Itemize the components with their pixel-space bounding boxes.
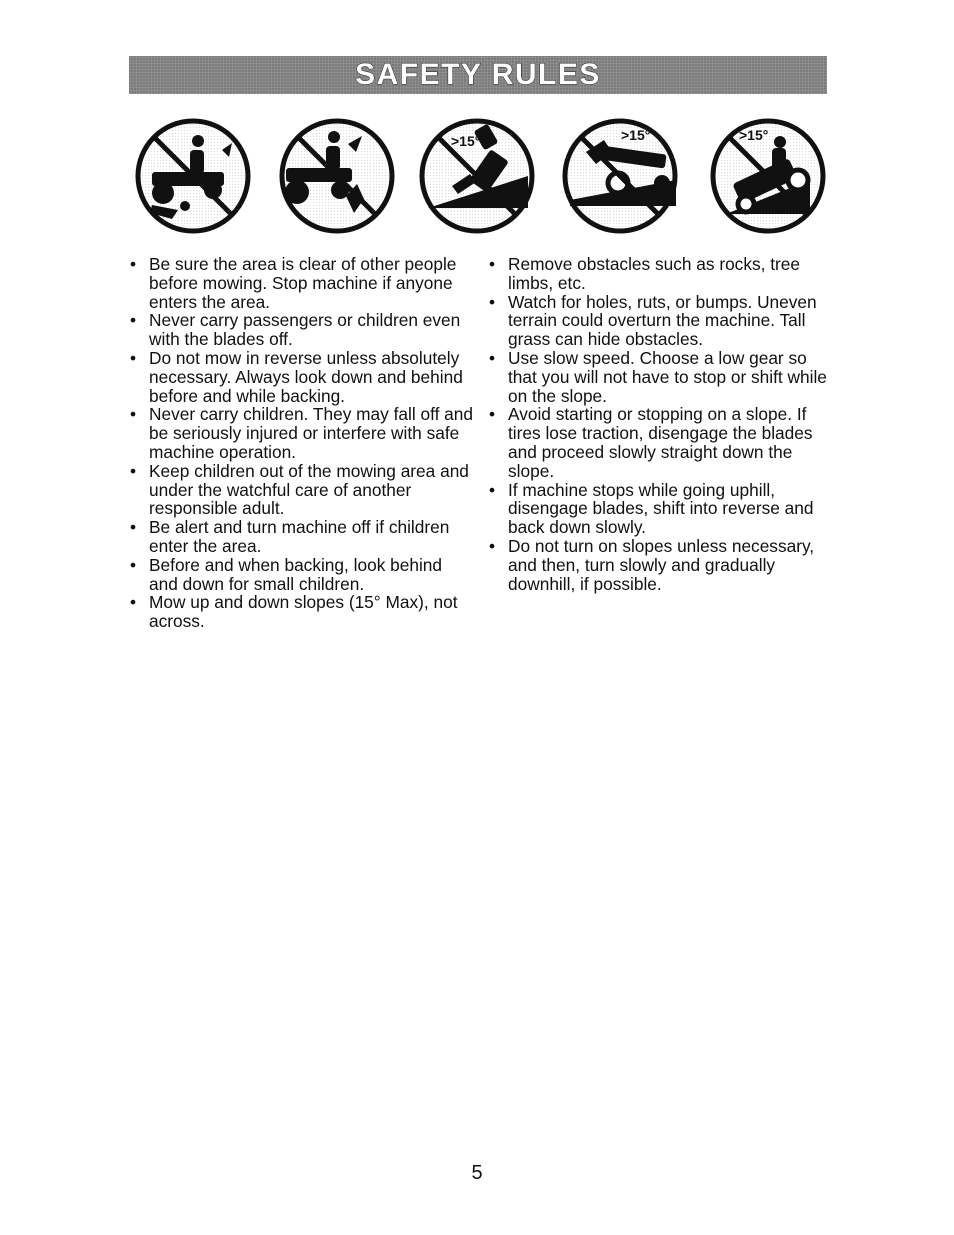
no-children-icon bbox=[138, 121, 248, 231]
rule-item: • Do not mow in reverse unless absolutely necessary. Always look down and behind before and while backing. bbox=[130, 349, 475, 405]
rule-item: • Keep children out of the mowing area and under the watchful care of another responsible adult. bbox=[130, 462, 475, 518]
rule-item: • Be sure the area is clear of other people before mowing. Stop machine if anyone enters the area. bbox=[130, 255, 475, 311]
rule-item: • Do not turn on slopes unless necessary, and then, turn slowly and gradually downhill, if possible. bbox=[489, 537, 834, 593]
rule-item: • Watch for holes, ruts, or bumps. Uneven terrain could overturn the machine. Tall grass can hide obstacles. bbox=[489, 293, 834, 349]
rule-item: • Before and when backing, look behind and down for small children. bbox=[130, 556, 475, 594]
no-steep-slope-icon bbox=[422, 121, 532, 231]
page-number: 5 bbox=[471, 1162, 483, 1184]
no-rollover-uphill-icon bbox=[565, 121, 676, 231]
right-rules-column bbox=[489, 255, 834, 593]
icon-5-angle-label: >15° bbox=[739, 127, 769, 143]
no-reverse-icon bbox=[282, 121, 392, 231]
rule-item: • Avoid starting or stopping on a slope. If tires lose traction, disengage the blades and proceed slowly straight down the slope. bbox=[489, 405, 834, 480]
rule-item: • Use slow speed. Choose a low gear so that you will not have to stop or shift while on the slope. bbox=[489, 349, 834, 405]
icon-3-angle-label: >15° bbox=[451, 133, 481, 149]
no-rollover-downhill-icon bbox=[713, 121, 823, 231]
left-rules-list bbox=[130, 255, 475, 631]
rule-item: • Remove obstacles such as rocks, tree limbs, etc. bbox=[489, 255, 834, 293]
right-rules-list bbox=[489, 255, 834, 593]
rule-item: • Be alert and turn machine off if children enter the area. bbox=[130, 518, 475, 556]
safety-icons-row bbox=[0, 0, 954, 250]
icon-4-angle-label: >15° bbox=[621, 127, 651, 143]
rule-item: • Never carry children. They may fall off and be seriously injured or interfere with safe machine operation. bbox=[130, 405, 475, 461]
rule-item: • If machine stops while going uphill, disengage blades, shift into reverse and back down slowly. bbox=[489, 481, 834, 537]
rule-item: • Never carry passengers or children even with the blades off. bbox=[130, 311, 475, 349]
rule-item: • Mow up and down slopes (15° Max), not across. bbox=[130, 593, 475, 631]
left-rules-column bbox=[130, 255, 475, 631]
page-title: SAFETY RULES bbox=[355, 58, 601, 91]
